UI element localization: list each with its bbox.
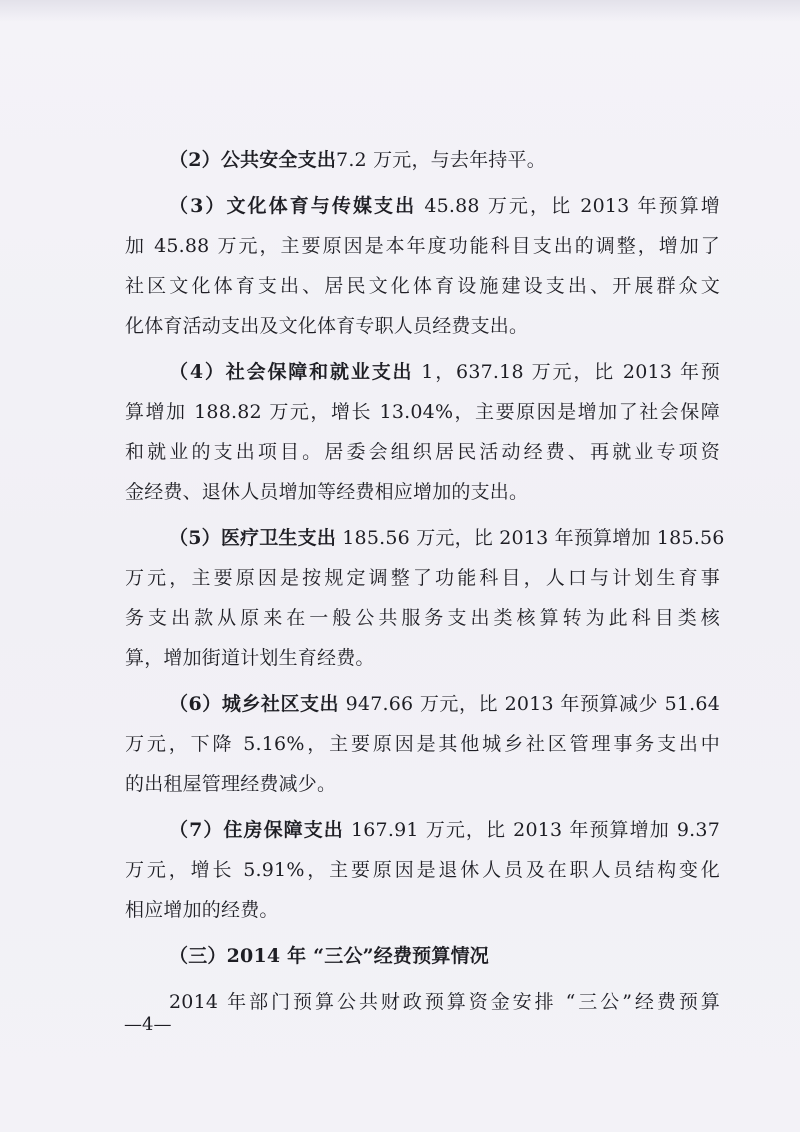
text-line: 的出租屋管理经费减少。 (125, 773, 337, 795)
text-line: 社区文化体育支出、居民文化体育设施建设支出、开展群众文 (125, 275, 720, 297)
text-line: 1，637.18 万元，比 2013 年预 (413, 361, 720, 383)
text-line: 算，增加街道计划生育经费。 (125, 647, 375, 669)
text-line: 化体育活动支出及文化体育专职人员经费支出。 (125, 315, 529, 337)
text-line: 和就业的支出项目。居委会组织居民活动经费、再就业专项资 (125, 441, 720, 463)
paragraph-culture-sports (125, 186, 720, 226)
text-line: 2014 年部门预算公共财政预算资金安排 “三公”经费预算 (169, 991, 720, 1013)
text-line: 加 45.88 万元，主要原因是本年度功能科目支出的调整，增加了 (125, 235, 720, 257)
text-line: 万元，增长 5.91%，主要原因是退休人员及在职人员结构变化 (125, 859, 720, 881)
text-line: 45.88 万元，比 2013 年预算增 (416, 195, 721, 217)
heading-public-security: （2）公共安全支出 (169, 149, 337, 171)
text-line: 万元，主要原因是按规定调整了功能科目，人口与计划生育事 (125, 567, 720, 589)
page-number: —4— (124, 1014, 172, 1035)
text-line: 947.66 万元，比 2013 年预算减少 51.64 (339, 693, 720, 715)
text-line: 7.2 万元，与去年持平。 (336, 149, 546, 171)
text-line: 185.56 万元，比 2013 年预算增加 185.56 (336, 527, 725, 549)
text-line: 167.91 万元，比 2013 年预算增加 9.37 (343, 819, 720, 841)
heading-social-security: （4）社会保障和就业支出 (169, 361, 414, 383)
heading-culture-sports: （3）文化体育与传媒支出 (169, 195, 417, 217)
text-line: 万元，下降 5.16%，主要原因是其他城乡社区管理事务支出中 (125, 733, 720, 755)
text-line: 金经费、退休人员增加等经费相应增加的支出。 (125, 481, 529, 503)
document-body (125, 140, 725, 1022)
heading-medical: （5）医疗卫生支出 (169, 527, 337, 549)
paragraph-medical (125, 518, 725, 558)
text-line: 务支出款从原来在一般公共服务支出类核算转为此科目类核 (125, 607, 720, 629)
paragraph-housing (125, 810, 720, 850)
text-line: 相应增加的经费。 (125, 899, 279, 921)
paragraph-social-security (125, 352, 720, 392)
text-line: 算增加 188.82 万元，增长 13.04%，主要原因是增加了社会保障 (125, 401, 720, 423)
paragraph-urban-rural (125, 684, 720, 724)
paragraph-public-security (125, 140, 720, 180)
heading-urban-rural: （6）城乡社区支出 (169, 693, 340, 715)
heading-housing: （7）住房保障支出 (169, 819, 344, 841)
heading-three-public: （三）2014 年 “三公”经费预算情况 (169, 945, 489, 967)
section-heading-three-public (125, 936, 720, 976)
